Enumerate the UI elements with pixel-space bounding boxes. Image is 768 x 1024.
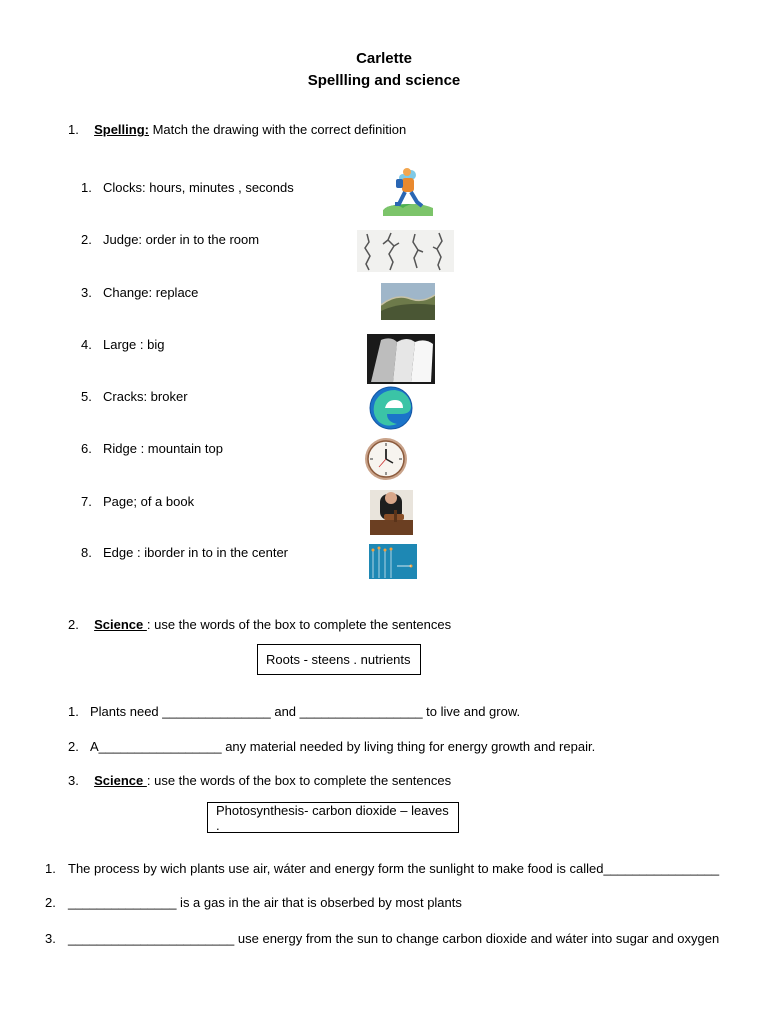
word-box xyxy=(207,802,459,833)
item-number: 4. xyxy=(81,337,92,352)
mountain-ridge-picture xyxy=(381,283,435,320)
section1-label: Spelling: xyxy=(94,122,149,137)
section3-number: 3. xyxy=(68,773,79,788)
section3-heading xyxy=(68,773,451,788)
item-text: Ridge : mountain top xyxy=(103,441,223,456)
word-box-text: Roots - steens . nutrients xyxy=(266,652,411,667)
item-number: 2. xyxy=(81,232,92,247)
section2-number: 2. xyxy=(68,617,79,632)
hiker-picture xyxy=(383,166,433,216)
list-item xyxy=(81,180,294,195)
edge-logo-picture xyxy=(369,386,413,430)
list-item xyxy=(81,285,199,300)
list-item xyxy=(81,337,165,352)
item-number: 2. xyxy=(45,895,56,910)
item-text: Plants need _______________ and _________________ to live and grow. xyxy=(90,704,521,719)
item-number: 1. xyxy=(81,180,92,195)
item-number: 5. xyxy=(81,389,92,404)
item-text: _______________ is a gas in the air that is obserbed by most plants xyxy=(68,895,462,910)
list-item xyxy=(81,545,289,560)
item-text: Clocks: hours, minutes , seconds xyxy=(103,180,294,195)
word-box xyxy=(257,644,421,675)
list-item xyxy=(81,494,195,509)
item-text: Large : big xyxy=(103,337,165,352)
item-text: The process by wich plants use air, wáter and energy form the sunlight to make food is called________________ xyxy=(68,861,720,876)
list-item xyxy=(81,232,260,247)
item-text: A_________________ any material needed by living thing for energy growth and repair. xyxy=(90,739,596,754)
worksheet-title: Spellling and science xyxy=(307,72,461,89)
item-number: 2. xyxy=(68,739,79,754)
section2-heading xyxy=(68,617,451,632)
item-text: _______________________ use energy from the sun to change carbon dioxide and wáter into sugar and oxygen xyxy=(68,931,720,946)
section3-instruction: : use the words of the box to complete the sentences xyxy=(146,773,452,788)
section3-label: Science xyxy=(94,773,147,788)
list-item xyxy=(45,895,462,910)
item-number: 1. xyxy=(45,861,56,876)
list-item xyxy=(68,739,596,754)
list-item xyxy=(68,704,521,719)
list-item xyxy=(81,389,188,404)
item-number: 1. xyxy=(68,704,79,719)
item-text: Page; of a book xyxy=(103,494,195,509)
item-text: Edge : iborder in to in the center xyxy=(103,545,289,560)
item-number: 3. xyxy=(45,931,56,946)
list-item xyxy=(81,441,223,456)
item-number: 8. xyxy=(81,545,92,560)
list-item xyxy=(45,861,720,876)
word-box-text: Photosynthesis- carbon dioxide – leaves . xyxy=(216,802,449,833)
item-text: Change: replace xyxy=(103,285,199,300)
section1-heading xyxy=(68,122,406,137)
section2-instruction: : use the words of the box to complete the sentences xyxy=(146,617,452,632)
item-text: Cracks: broker xyxy=(103,389,188,404)
item-number: 6. xyxy=(81,441,92,456)
wall-clock-picture xyxy=(364,437,408,481)
list-item xyxy=(45,931,720,946)
item-number: 7. xyxy=(81,494,92,509)
arrows-picture xyxy=(369,544,417,579)
section2-label: Science xyxy=(94,617,147,632)
book-pages-picture xyxy=(367,334,435,384)
item-text: Judge: order in to the room xyxy=(103,232,260,247)
item-number: 3. xyxy=(81,285,92,300)
section1-number: 1. xyxy=(68,122,79,137)
cracks-picture xyxy=(357,230,454,272)
judge-gavel-picture xyxy=(370,490,413,535)
student-name: Carlette xyxy=(356,50,412,67)
section1-instruction: Match the drawing with the correct definition xyxy=(148,122,407,137)
